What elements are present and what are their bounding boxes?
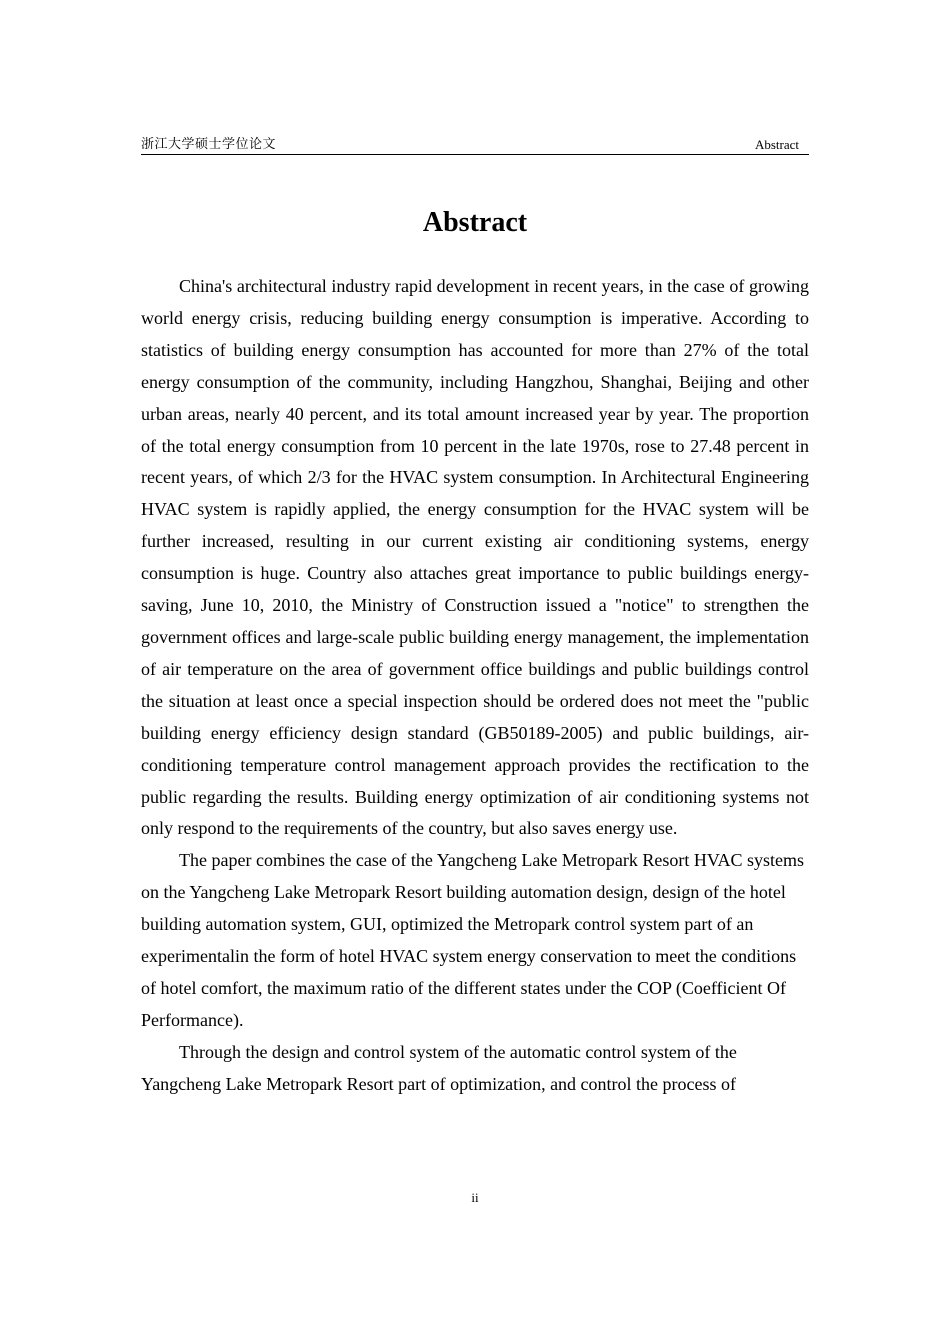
- abstract-body: [141, 271, 809, 1101]
- header-section-label: Abstract: [754, 137, 799, 152]
- paragraph-3: Through the design and control system of the automatic control system of the Yangcheng Lake Metropark Resort part of optimization, and control the process of: [141, 1041, 737, 1094]
- page-title: Abstract: [422, 207, 528, 238]
- page-number: ii: [471, 1190, 479, 1205]
- running-header: [141, 136, 809, 155]
- header-thesis-label: 浙江大学硕士学位论文: [141, 137, 277, 152]
- paragraph-1: China's architectural industry rapid development in recent years, in the case of growing world energy crisis, reducing building energy consumption is imperative. According to statistics of building energy consumption has accounted for more than 27% of the total energy consumption of the community, including Hangzhou, Shanghai, Beijing and other urban areas, nearly 40 percent, and its total amount increased year by year. The proportion of the total energy consumption from 10 percent in the late 1970s, rose to 27.48 percent in recent years, of which 2/3 for the HVAC system consumption. In Architectural Engineering HVAC system is rapidly applied, the energy consumption for the HVAC system will be further increased, resulting in our current existing air conditioning systems, energy consumption is huge. Country also attaches great importance to public buildings energy-saving, June 10, 2010, the Ministry of Construction issued a "notice" to strengthen the government offices and large-scale public building energy management, the implementation of air temperature on the area of government office buildings and public buildings control the situation at least once a special inspection should be ordered does not meet the "public building energy efficiency design standard (GB50189-2005) and public buildings, air-conditioning temperature control management approach provides the rectification to the public regarding the results. Building energy optimization of air conditioning systems not only respond to the requirements of the country, but also saves energy use.: [141, 276, 809, 839]
- paragraph-2: The paper combines the case of the Yangcheng Lake Metropark Resort HVAC systems on the Yangcheng Lake Metropark Resort building automation design, design of the hotel building automation system, GUI, optimized the Metropark control system part of an experimentalin the form of hotel HVAC system energy conservation to meet the conditions of hotel comfort, the maximum ratio of the different states under the COP (Coefficient Of Performance).: [141, 850, 805, 1030]
